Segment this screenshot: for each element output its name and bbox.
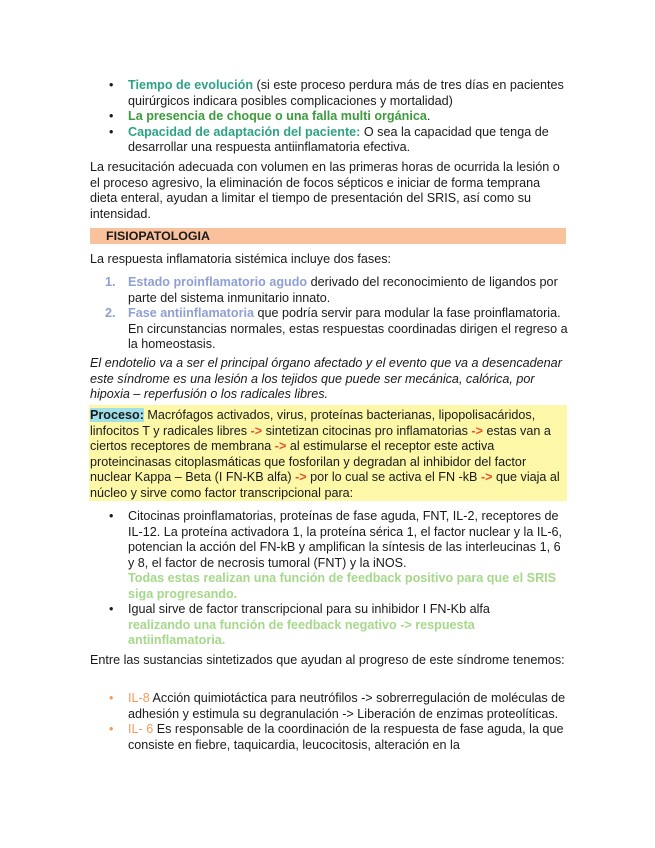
list-item: [90, 78, 568, 109]
proceso-text: Macrófagos activados, virus, proteínas bacterianas, lipopolisacáridos, linfocitos T y radicales libres: [90, 408, 536, 438]
proceso-text: sintetizan citocinas pro inflamatorias: [262, 423, 472, 438]
item-text: derivado del reconocimiento de ligandos por parte del sistema inmunitario innato.: [128, 275, 558, 305]
arrow-icon: ->: [274, 439, 287, 453]
numbered-list-fases: [90, 275, 568, 353]
list-item: [90, 109, 568, 125]
item-number: 1.: [105, 275, 116, 289]
item-heading: IL- 6: [128, 722, 154, 736]
item-text: Es responsable de la coordinación de la respuesta de fase aguda, la que consiste en fiebre, taquicardia, leucocitosis, alteración en la: [128, 722, 564, 752]
bullet-list-top: [90, 78, 568, 156]
bullet-list-mid: [90, 509, 568, 649]
paragraph-endotelio: El endotelio va a ser el principal órgano afectado y el evento que va a desencadenar este síndrome es una lesión a los tejidos que puede ser mecánica, calórica, por hipoxia – reperfusión o los radicales libres.: [90, 356, 562, 401]
proceso-text: que viaja al núcleo y sirve como factor transcripcional para:: [90, 470, 560, 500]
bullet-icon: •: [109, 722, 114, 736]
proceso-text: al estimularse el receptor este activa proteincinasas citoplasmáticas que fosforilan y degradan al inhibidor del factor nuclear Kappa – Beta (I FN-KB alfa): [90, 439, 527, 484]
item-heading: IL-8: [128, 691, 150, 705]
item-text: Igual sirve de factor transcripcional para su inhibidor I FN-Kb alfa: [128, 602, 490, 616]
bullet-list-bottom: [90, 691, 568, 753]
item-heading: La presencia de choque o una falla multi orgánica: [128, 109, 427, 123]
bullet-icon: •: [109, 691, 114, 705]
item-text: Acción quimiotáctica para neutrófilos -> sobrerregulación de moléculas de adhesión y estimula su degranulación -> Liberación de enzimas proteolíticas.: [128, 691, 566, 721]
arrow-icon: ->: [480, 470, 493, 484]
proceso-label: Proceso:: [90, 408, 144, 422]
item-text: que podría servir para modular la fase proinflamatoria. En circunstancias normales, estas respuestas coordinadas dirigen el regreso a la homeostasis.: [128, 306, 568, 351]
bullet-icon: •: [109, 124, 114, 139]
item-heading: Estado proinflamatorio agudo: [128, 275, 308, 289]
item-note: Todas estas realizan una función de feedback positivo para que el SRIS siga progresando.: [128, 571, 557, 601]
section-heading-bar: [90, 228, 566, 244]
item-number: 2.: [105, 306, 116, 320]
bullet-icon: •: [109, 509, 114, 523]
bullet-icon: •: [109, 602, 114, 616]
bullet-icon: •: [109, 78, 114, 92]
item-text: O sea la capacidad que tenga de desarrollar una respuesta antiinflamatoria efectiva.: [128, 124, 549, 154]
paragraph-resucitacion: La resucitación adecuada con volumen en las primeras horas de ocurrida la lesión o el proceso agresivo, la eliminación de focos sépticos e iniciar de forma temprana dieta enteral, ayudan a limitar el tiempo de presentación del SRIS, así como su intensidad.: [90, 160, 560, 221]
paragraph-proceso: [90, 408, 566, 501]
list-item: [90, 275, 568, 306]
arrow-icon: ->: [250, 423, 263, 438]
item-text: Citocinas proinflamatorias, proteínas de fase aguda, FNT, IL-2, receptores de IL-12. La proteína activadora 1, la proteína sérica 1, el factor nuclear y la IL-6, potencian la acción del FN-kB y amplifican la síntesis de las interleucinas 1, 6 y 8, el factor de necrosis tumoral (FNT) y la iNOS.: [128, 509, 563, 570]
arrow-icon: ->: [471, 423, 483, 438]
section-title: FISIOPATOLOGIA: [106, 229, 210, 243]
list-item: [90, 602, 568, 649]
list-item: [90, 306, 568, 353]
list-item: [90, 125, 568, 156]
paragraph-sustancias: Entre las sustancias sintetizados que ayudan al progreso de este síndrome tenemos:: [90, 653, 565, 667]
proceso-text: por lo cual se activa el FN -kB: [306, 470, 481, 484]
list-item: [90, 509, 568, 602]
list-item: [90, 691, 568, 722]
item-heading: Tiempo de evolución: [128, 78, 254, 92]
bullet-icon: •: [109, 109, 114, 123]
item-text: .: [426, 109, 431, 123]
paragraph-fases: La respuesta inflamatoria sistémica incluye dos fases:: [90, 252, 391, 266]
arrow-icon: ->: [295, 470, 307, 484]
item-note: realizando una función de feedback negativo -> respuesta antiinflamatoria.: [128, 617, 475, 647]
proceso-text: estas van a ciertos receptores de membrana: [90, 423, 551, 453]
item-heading: Capacidad de adaptación del paciente:: [128, 124, 361, 139]
item-heading: Fase antiinflamatoria: [128, 306, 254, 320]
item-text: (si este proceso perdura más de tres días en pacientes quirúrgicos indicara posibles complicaciones y mortalidad): [128, 78, 564, 108]
list-item: [90, 722, 568, 753]
